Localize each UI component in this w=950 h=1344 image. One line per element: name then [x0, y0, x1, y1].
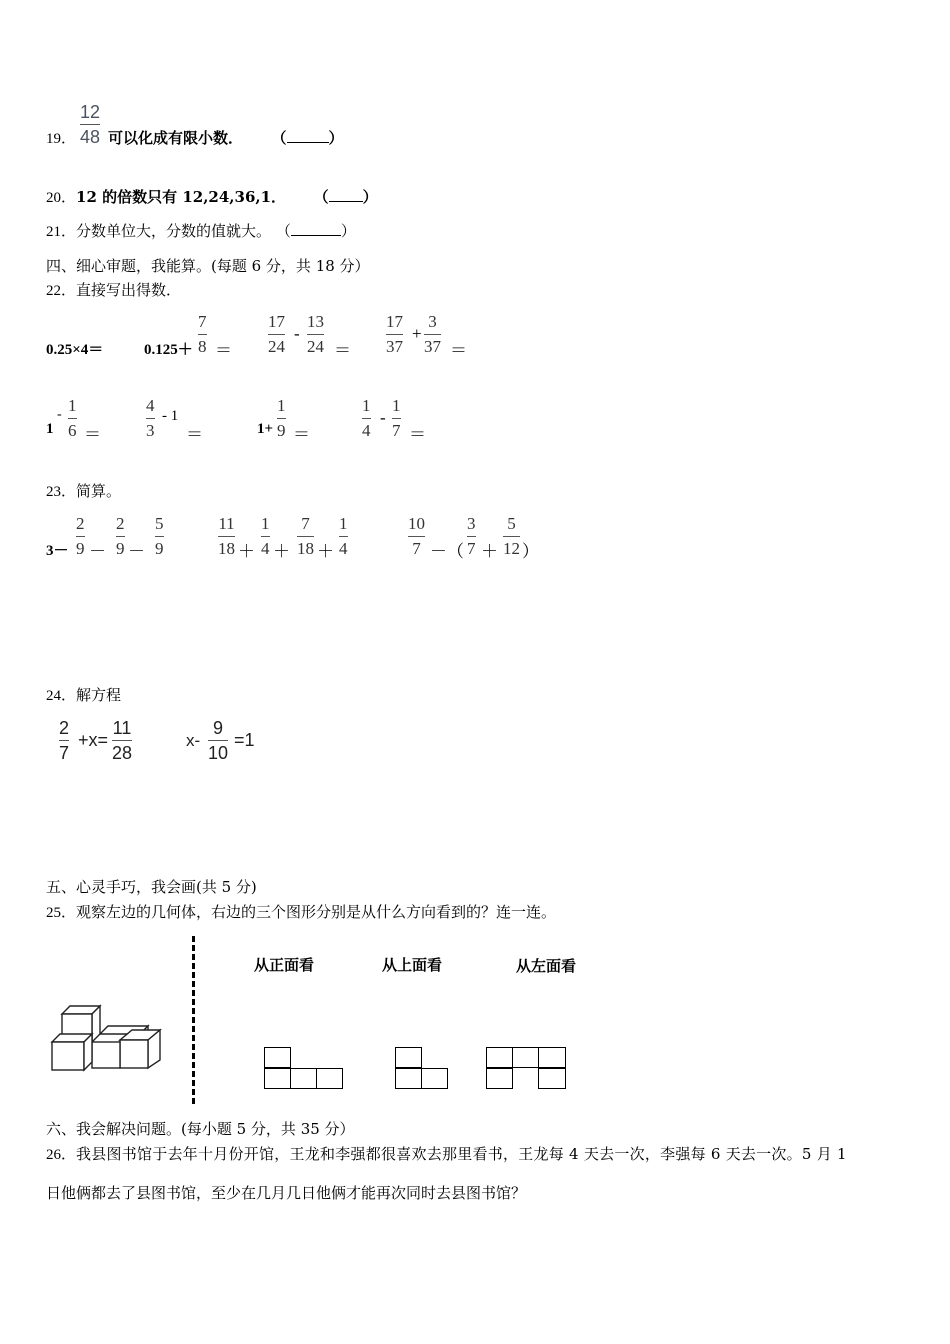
- fraction-numerator: 13: [307, 312, 324, 331]
- q22-r2-e1-frac: [68, 396, 77, 441]
- fraction-denominator: 48: [80, 127, 101, 147]
- question-number: 26．: [46, 1147, 77, 1163]
- grid-cell: [486, 1047, 513, 1068]
- q22-r2-e1-eq: ＝: [84, 425, 101, 444]
- q22-r1-e4-frac2: [424, 312, 441, 357]
- q22-r1-e3-eq: ＝: [334, 341, 351, 360]
- cube-front-face: [92, 1042, 120, 1068]
- label-left-view: 从左面看: [516, 957, 577, 975]
- paren-close: ）: [340, 222, 356, 240]
- fraction-numerator: 7: [301, 514, 310, 533]
- paren-open: （: [313, 188, 329, 206]
- fraction-numerator: 1: [362, 396, 371, 415]
- answer-blank[interactable]: [291, 221, 341, 236]
- question-text: 分数单位大，分数的值就大。: [76, 222, 272, 240]
- paren-close: ）: [362, 188, 378, 206]
- question-number: 20．: [46, 190, 77, 206]
- q19: [46, 128, 76, 149]
- fraction-numerator: 1: [261, 514, 270, 533]
- fraction-numerator: 12: [80, 102, 101, 122]
- label-top-view: 从上面看: [382, 956, 443, 974]
- question-text: 解方程: [76, 686, 122, 704]
- q23-e1-frac3: [155, 514, 164, 559]
- q22-r2-e4-eq: ＝: [409, 425, 426, 444]
- question-text: 我县图书馆于去年十月份开馆，王龙和李强都很喜欢去那里看书，王龙每 4 天去一次，李强每 6 天去一次。5 月 1: [76, 1145, 847, 1163]
- fraction-denominator: 4: [261, 539, 270, 558]
- q22-r1-e4-op: +: [412, 324, 422, 343]
- q24-eq1-frac2: [112, 718, 132, 763]
- fraction-numerator: 3: [467, 514, 476, 533]
- q26-line-1: [46, 1144, 847, 1165]
- q22-r2-e2-op: - 1: [162, 408, 179, 424]
- fraction-denominator: 28: [112, 743, 133, 763]
- section-5-title: 五、心灵手巧，我会画(共 5 分): [46, 878, 257, 896]
- geometry-solid-illustration: [44, 1000, 174, 1080]
- fraction-numerator: 2: [59, 718, 70, 738]
- question-number: 25．: [46, 905, 77, 921]
- q22-r2-e4-frac1: [362, 396, 371, 441]
- q22: [46, 280, 181, 301]
- question-number: 23．: [46, 484, 77, 500]
- fraction-denominator: 7: [392, 421, 401, 440]
- fraction-numerator: 9: [213, 718, 224, 738]
- fraction-numerator: 5: [507, 514, 516, 533]
- q22-r2-e3-frac: [277, 396, 286, 441]
- grid-cell: [486, 1068, 513, 1089]
- paren-open: （: [271, 129, 287, 147]
- question-text: 观察左边的几何体，右边的三个图形分别是从什么方向看到的？连一连。: [76, 903, 557, 921]
- paren-open: （: [275, 222, 291, 240]
- q22-r2-e2-eq: ＝: [186, 425, 203, 444]
- question-number: 21．: [46, 224, 77, 240]
- fraction-denominator: 24: [307, 337, 324, 356]
- fraction-numerator: 5: [155, 514, 164, 533]
- fraction-denominator: 18: [218, 539, 235, 558]
- question-number: 22．: [46, 283, 77, 299]
- q20: [46, 187, 378, 208]
- q23-e1-frac2: [116, 514, 125, 559]
- fraction-denominator: 6: [68, 421, 77, 440]
- q22-r1-e4-frac1: [386, 312, 403, 357]
- fraction-denominator: 9: [76, 539, 85, 558]
- cube-front-face: [120, 1040, 148, 1068]
- fraction-numerator: 1: [392, 396, 401, 415]
- fraction-denominator: 4: [339, 539, 348, 558]
- q23-e3-frac2: [467, 514, 476, 559]
- q22-r1-e4-eq: ＝: [450, 341, 467, 360]
- q24-eq2-frac: [208, 718, 228, 763]
- fraction-numerator: 11: [112, 718, 132, 738]
- fraction-denominator: 7: [467, 539, 476, 558]
- fraction-numerator: 1: [277, 396, 286, 415]
- fraction-numerator: 4: [146, 396, 155, 415]
- grid-cell: [395, 1068, 422, 1089]
- q22-r2-e4-frac2: [392, 396, 401, 441]
- q22-r1-e2-frac: [198, 312, 207, 357]
- fraction-denominator: 24: [268, 337, 285, 356]
- fraction-denominator: 7: [59, 743, 70, 763]
- q22-r1-e2-eq: ＝: [215, 341, 232, 360]
- question-number: 24．: [46, 688, 77, 704]
- paren-close: ）: [328, 129, 344, 147]
- fraction-denominator: 37: [424, 337, 441, 356]
- q23-e2-frac2: [261, 514, 270, 559]
- q22-r1-e2-pre: 0.125＋: [144, 342, 193, 358]
- question-text: 12 的倍数只有 12,24,36,1．: [76, 188, 287, 206]
- fraction-numerator: 17: [268, 312, 285, 331]
- grid-cell: [538, 1068, 566, 1089]
- fraction-denominator: 12: [503, 539, 520, 558]
- grid-cell: [264, 1047, 291, 1068]
- q23-e2-frac1: [218, 514, 235, 559]
- fraction-denominator: 9: [277, 421, 286, 440]
- label-front-view: 从正面看: [254, 956, 315, 974]
- question-number: 19．: [46, 131, 77, 147]
- section-6-title: 六、我会解决问题。(每小题 5 分，共 35 分）: [46, 1120, 355, 1138]
- q22-r1-e3-frac2: [307, 312, 324, 357]
- q24: [46, 685, 121, 706]
- fraction-numerator: 2: [116, 514, 125, 533]
- grid-cell: [512, 1047, 539, 1068]
- fraction-denominator: 9: [116, 539, 125, 558]
- fraction-numerator: 2: [76, 514, 85, 533]
- q23: [46, 481, 121, 502]
- question-text: 简算。: [76, 482, 122, 500]
- grid-cell: [421, 1068, 448, 1089]
- q22-r2-e3-pre: 1+: [257, 421, 274, 437]
- q23-e2-op3: ＋: [317, 542, 334, 561]
- q23-e3-frac1: [408, 514, 425, 559]
- q23-e1-pre: 3－: [46, 543, 69, 559]
- q24-eq2-post: =1: [234, 730, 255, 750]
- grid-cell: [395, 1047, 422, 1068]
- q23-e2-op1: ＋: [238, 542, 255, 561]
- fraction-numerator: 3: [428, 312, 437, 331]
- q23-e3-op1: －（: [430, 542, 464, 561]
- fraction-denominator: 10: [208, 743, 229, 763]
- q22-r1-e1: 0.25×4＝: [46, 342, 104, 358]
- fraction-numerator: 1: [339, 514, 348, 533]
- q23-e2-frac3: [297, 514, 314, 559]
- q24-eq1-frac1: [59, 718, 69, 763]
- fraction-denominator: 9: [155, 539, 164, 558]
- q23-e2-frac4: [339, 514, 348, 559]
- q22-r2-e4-op: -: [380, 408, 386, 427]
- grid-cell: [290, 1068, 317, 1089]
- answer-blank[interactable]: [287, 128, 329, 143]
- cube-front-face: [52, 1042, 84, 1070]
- q22-r2-e2-frac: [146, 396, 155, 441]
- fraction-numerator: 7: [198, 312, 207, 331]
- section-4-title: 四、细心审题，我能算。(每题 6 分，共 18 分）: [46, 257, 370, 275]
- fraction-denominator: 37: [386, 337, 403, 356]
- q23-e3-op2: ＋: [481, 542, 498, 561]
- fraction-denominator: 7: [412, 539, 421, 558]
- q23-e1-op1: －: [89, 542, 106, 561]
- fraction-numerator: 10: [408, 514, 425, 533]
- question-text: 直接写出得数．: [76, 281, 182, 299]
- q23-e3-frac3: [503, 514, 520, 559]
- answer-blank[interactable]: [329, 187, 363, 202]
- fraction-numerator: 1: [68, 396, 77, 415]
- dashed-divider: [192, 936, 195, 1104]
- fraction-denominator: 3: [146, 421, 155, 440]
- q22-r2-e3-eq: ＝: [293, 425, 310, 444]
- fraction-denominator: 18: [297, 539, 314, 558]
- q19-text: [108, 128, 344, 148]
- q23-e1-op2: －: [128, 542, 145, 561]
- q22-r2-e1-pre: 1: [46, 421, 54, 437]
- grid-cell: [264, 1068, 291, 1089]
- fraction-numerator: 17: [386, 312, 403, 331]
- q22-r1-e3-frac1: [268, 312, 285, 357]
- grid-cell: [316, 1068, 343, 1089]
- fraction-numerator: 11: [218, 514, 235, 533]
- q22-r2-e1-op: -: [57, 407, 62, 422]
- q25: [46, 902, 556, 923]
- q23-e2-op2: ＋: [273, 542, 290, 561]
- q19-fraction: [80, 102, 100, 147]
- q24-eq1-mid: +x=: [78, 730, 109, 750]
- q26-line-2: 日他俩都去了县图书馆，至少在几月几日他俩才能再次同时去县图书馆？: [46, 1184, 527, 1202]
- q23-e3-close: ）: [522, 542, 539, 561]
- grid-cell: [538, 1047, 566, 1068]
- q22-r1-e3-op: -: [294, 324, 300, 343]
- q24-eq2-pre: x-: [186, 731, 201, 750]
- q21: [46, 221, 356, 242]
- question-text: 可以化成有限小数．: [108, 129, 244, 147]
- fraction-denominator: 8: [198, 337, 207, 356]
- fraction-denominator: 4: [362, 421, 371, 440]
- q23-e1-frac1: [76, 514, 85, 559]
